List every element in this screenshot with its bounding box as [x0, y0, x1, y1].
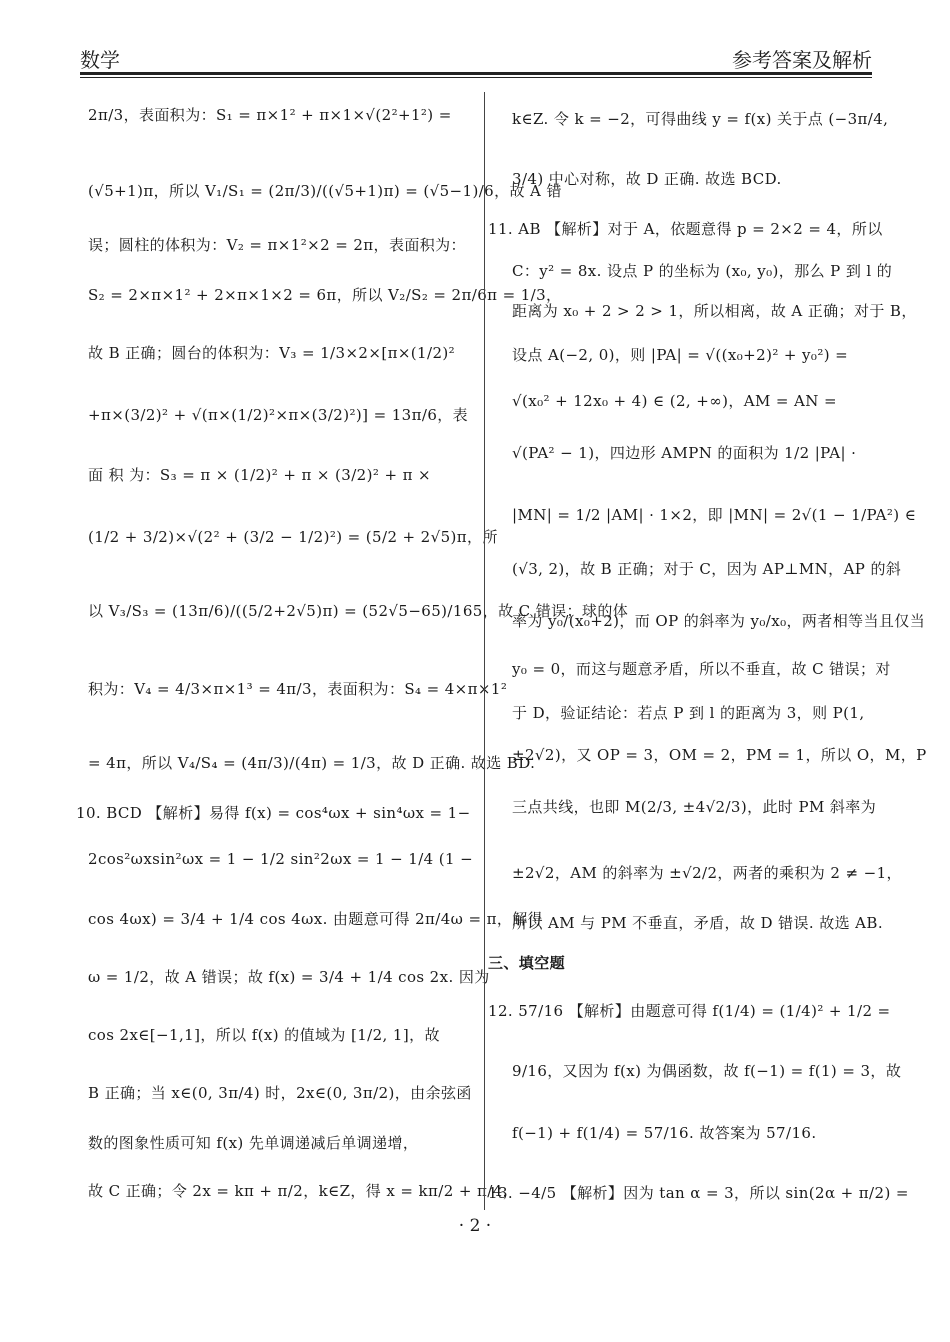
section-heading: 三、填空题: [488, 954, 566, 972]
column-divider: [484, 92, 485, 1210]
text-line: y₀ = 0，而这与题意矛盾，所以不垂直，故 C 错误；对: [512, 660, 891, 678]
text-line: 2cos²ωxsin²ωx = 1 − 1/2 sin²2ωx = 1 − 1/4 (1 −: [88, 850, 474, 868]
text-line: 距离为 x₀ + 2 > 2 > 1，所以相离，故 A 正确；对于 B，: [512, 302, 917, 320]
text-line: = 4π，所以 V₄/S₄ = (4π/3)/(4π) = 1/3，故 D 正确. 故选 BD.: [88, 754, 536, 772]
text-line: 以 V₃/S₃ = (13π/6)/((5/2+2√5)π) = (52√5−65)/165，故 C 错误；球的体: [88, 602, 629, 620]
text-line: ±2√2，AM 的斜率为 ±√2/2，两者的乘积为 2 ≠ −1，: [512, 864, 902, 882]
text-line: +π×(3/2)² + √(π×(1/2)²×π×(3/2)²)] = 13π/6，表: [88, 406, 469, 424]
text-line: 3/4) 中心对称，故 D 正确. 故选 BCD.: [512, 170, 782, 188]
text-line: 数的图象性质可知 f(x) 先单调递减后单调递增，: [88, 1134, 419, 1152]
header-rule-thick: [80, 72, 872, 75]
text-line: (1/2 + 3/2)×√(2² + (3/2 − 1/2)²) = (5/2 + 2√5)π，所: [88, 528, 498, 546]
text-line: cos 4ωx) = 3/4 + 1/4 cos 4ωx. 由题意可得 2π/4ω = π，解得: [88, 910, 544, 928]
text-line: C：y² = 8x. 设点 P 的坐标为 (x₀, y₀)，那么 P 到 l 的: [512, 262, 893, 280]
text-line: cos 2x∈[−1,1]，所以 f(x) 的值域为 [1/2, 1]，故: [88, 1026, 440, 1044]
text-line: ±2√2)，又 OP = 3，OM = 2，PM = 1，所以 O，M，P: [512, 746, 927, 764]
text-line: 积为：V₄ = 4/3×π×1³ = 4π/3，表面积为：S₄ = 4×π×1²: [88, 680, 508, 698]
question-11-line: 11. AB 【解析】对于 A，依题意得 p = 2×2 = 4，所以: [488, 220, 883, 238]
text-line: 所以 AM 与 PM 不垂直，矛盾，故 D 错误. 故选 AB.: [512, 914, 884, 932]
text-line: 2π/3，表面积为：S₁ = π×1² + π×1×√(2²+1²) =: [88, 106, 452, 124]
text-line: 误；圆柱的体积为：V₂ = π×1²×2 = 2π，表面积为：: [88, 236, 466, 254]
question-10-line: 10. BCD 【解析】易得 f(x) = cos⁴ωx + sin⁴ωx = 1−: [76, 804, 471, 822]
page-header: [80, 38, 872, 72]
page-number: · 2 ·: [458, 1216, 492, 1236]
text-line: √(PA² − 1)，四边形 AMPN 的面积为 1/2 |PA| ·: [512, 444, 857, 462]
text-line: B 正确；当 x∈(0, 3π/4) 时，2x∈(0, 3π/2)，由余弦函: [88, 1084, 472, 1102]
text-line: 率为 y₀/(x₀+2)，而 OP 的斜率为 y₀/x₀，两者相等当且仅当: [512, 612, 926, 630]
text-line: 于 D，验证结论：若点 P 到 l 的距离为 3，则 P(1,: [512, 704, 865, 722]
subject-label: 数学: [80, 48, 120, 72]
document-title: 参考答案及解析: [732, 48, 872, 72]
text-line: (√5+1)π，所以 V₁/S₁ = (2π/3)/((√5+1)π) = (√5−1)/6，故 A 错: [88, 182, 562, 200]
text-line: (√3, 2)，故 B 正确；对于 C，因为 AP⊥MN，AP 的斜: [512, 560, 902, 578]
text-line: 设点 A(−2, 0)，则 |PA| = √((x₀+2)² + y₀²) =: [512, 346, 849, 364]
text-line: √(x₀² + 12x₀ + 4) ∈ (2, +∞)，AM = AN =: [512, 392, 837, 410]
text-line: S₂ = 2×π×1² + 2×π×1×2 = 6π，所以 V₂/S₂ = 2π/6π = 1/3，: [88, 286, 562, 304]
text-line: 三点共线，也即 M(2/3, ±4√2/3)，此时 PM 斜率为: [512, 798, 877, 816]
text-line: k∈Z. 令 k = −2，可得曲线 y = f(x) 关于点 (−3π/4,: [512, 110, 889, 128]
text-line: 故 C 正确；令 2x = kπ + π/2，k∈Z，得 x = kπ/2 + π/4，: [88, 1182, 519, 1200]
text-line: 面 积 为：S₃ = π × (1/2)² + π × (3/2)² + π ×: [88, 466, 431, 484]
text-line: 9/16，又因为 f(x) 为偶函数，故 f(−1) = f(1) = 3，故: [512, 1062, 902, 1080]
text-line: 故 B 正确；圆台的体积为：V₃ = 1/3×2×[π×(1/2)²: [88, 344, 456, 362]
text-line: f(−1) + f(1/4) = 57/16. 故答案为 57/16.: [512, 1124, 817, 1142]
question-13-line: 13. −4/5 【解析】因为 tan α = 3，所以 sin(2α + π/2) =: [488, 1184, 909, 1202]
text-line: |MN| = 1/2 |AM| · 1×2，即 |MN| = 2√(1 − 1/PA²) ∈: [512, 506, 917, 524]
question-12-line: 12. 57/16 【解析】由题意可得 f(1/4) = (1/4)² + 1/2 =: [488, 1002, 891, 1020]
header-rule-thin: [80, 77, 872, 78]
text-line: ω = 1/2，故 A 错误；故 f(x) = 3/4 + 1/4 cos 2x. 因为: [88, 968, 490, 986]
